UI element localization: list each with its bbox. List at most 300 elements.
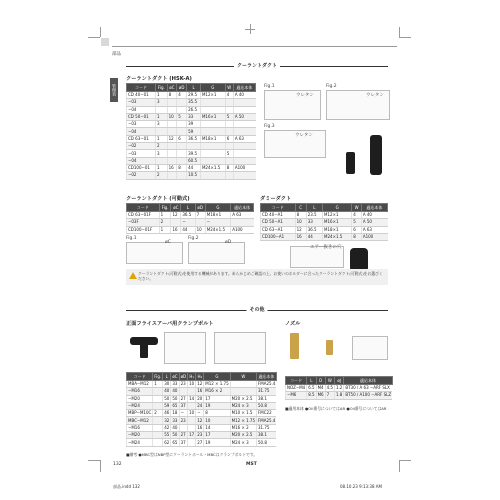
fig-label: Fig.2 xyxy=(188,236,199,241)
table-cell: CD 50−A1 xyxy=(261,219,296,226)
table-cell xyxy=(156,128,168,135)
table-cell: 50.8 xyxy=(256,402,276,409)
table-cell: 5 xyxy=(177,113,187,120)
table-cell: M10 × 1.5 xyxy=(230,410,256,417)
table-cell: 30 xyxy=(164,381,170,387)
table-cell: − xyxy=(205,219,230,226)
table-cell xyxy=(156,157,168,164)
table-cell xyxy=(225,106,233,113)
table-cell: −04 xyxy=(127,128,156,135)
table-cell xyxy=(167,172,177,179)
table-cell: 1 xyxy=(156,92,168,99)
table-cell: FMA25.4 xyxy=(257,381,276,387)
table-cell: 6 xyxy=(177,135,187,142)
figure-diagram-nozzle xyxy=(352,336,388,360)
column-header: L xyxy=(187,84,201,92)
table-row xyxy=(286,385,393,392)
table-cell: M24×1.5 xyxy=(323,233,352,240)
column-header: G xyxy=(323,204,352,212)
column-header: 適応本体 xyxy=(361,204,387,212)
table-cell: −03 xyxy=(127,99,156,106)
column-header: 適応本体 xyxy=(344,377,392,385)
table-cell xyxy=(200,121,225,128)
table-row xyxy=(127,99,256,106)
column-header: コード xyxy=(286,377,307,385)
footer-file-info: 部品.indd 132 xyxy=(113,484,140,489)
table-row xyxy=(127,410,277,417)
table-cell: 55 xyxy=(164,432,170,438)
table-cell: 12 xyxy=(171,212,181,219)
table-cell: −M24 xyxy=(127,402,153,409)
table-cell: 27 xyxy=(197,439,203,445)
table-cell: 27 xyxy=(180,432,186,438)
table-cell: M16×1 xyxy=(323,219,352,226)
table-cell xyxy=(177,99,187,106)
table-cell: 50 xyxy=(172,432,178,438)
nozzle-note: ■適用本体 ●Oil番号についてはAR ●Oil番号についてはAR xyxy=(285,406,387,411)
table-cell xyxy=(171,219,181,226)
table-cell xyxy=(153,388,163,395)
table-cell: 5 xyxy=(225,113,233,120)
table-cell: 20 xyxy=(197,395,203,401)
table-cell xyxy=(200,99,225,106)
column-header: Fig. xyxy=(159,204,171,212)
table-cell: 50 xyxy=(172,395,178,401)
table-cell: 24 xyxy=(197,403,203,409)
table-cell: M16×1 xyxy=(200,113,225,120)
table-cell: 50 xyxy=(164,395,170,401)
table-cell: 10 xyxy=(189,381,195,387)
table-cell xyxy=(195,219,205,226)
table1-title: クーラントダクト (HSK-A) xyxy=(126,76,192,82)
table-cell: − xyxy=(196,410,204,417)
column-header: W xyxy=(230,373,256,381)
table-cell: 4 xyxy=(225,92,233,99)
table-cell: 12 xyxy=(167,135,177,142)
table-cell: 1 xyxy=(156,113,168,120)
table-cell xyxy=(233,128,255,135)
table-cell: 2 xyxy=(156,143,168,150)
table-cell xyxy=(179,424,188,431)
table-cell xyxy=(200,128,225,135)
table-cell: 23 xyxy=(197,432,203,438)
table-cell: MBC−M12 xyxy=(127,417,153,424)
table-cell: CD 40−A1 xyxy=(261,212,296,219)
column-header: コード xyxy=(127,373,153,381)
table-row xyxy=(127,226,254,233)
table-cell: 8 xyxy=(177,164,187,171)
crop-mark xyxy=(88,37,100,38)
table-cell: 44 xyxy=(306,233,322,240)
table-row xyxy=(261,233,388,240)
table-cell: 18 xyxy=(172,410,178,416)
table-cell: 31.75 xyxy=(256,424,276,431)
table-cell xyxy=(225,99,233,106)
table-cell: A 63 xyxy=(233,135,255,142)
table-cell: 8 xyxy=(352,233,362,240)
table-nozzle xyxy=(285,376,393,400)
table-cell: 23 xyxy=(180,381,186,387)
table-cell xyxy=(167,150,177,157)
table-coolant-duct-movable xyxy=(126,203,254,234)
table-cell xyxy=(153,395,163,402)
table-cell: 7 xyxy=(195,212,205,219)
table-cell: BT30 / A 63 −ARF SLX xyxy=(344,385,392,392)
table-cell xyxy=(188,388,196,395)
table-cell: 17 xyxy=(204,432,230,439)
table-cell xyxy=(225,143,233,150)
table-cell: 12 xyxy=(197,381,203,387)
column-header: øC xyxy=(167,84,177,92)
table-cell: 1 xyxy=(156,135,168,142)
table-cell: 7 xyxy=(325,392,334,399)
column-header: øD xyxy=(180,374,187,379)
column-header: C xyxy=(295,204,306,212)
table-header-row xyxy=(127,84,256,92)
table-row xyxy=(127,219,254,226)
table-cell: 36.5 xyxy=(187,135,201,142)
table-row xyxy=(127,424,277,431)
column-header: L xyxy=(306,204,322,212)
table-cell: 6.5 xyxy=(308,385,315,391)
table-cell: M24×1.5 xyxy=(200,164,225,171)
table-cell: 16 xyxy=(171,226,181,233)
brand-logo: MST xyxy=(246,462,257,467)
table-cell: 10 xyxy=(195,226,205,233)
table-clamp-bolt xyxy=(126,372,277,447)
table-row xyxy=(127,157,256,164)
table-cell: 60.5 xyxy=(187,157,201,164)
table-row xyxy=(127,164,256,171)
table-cell: −03 xyxy=(127,121,156,128)
table-row xyxy=(127,212,254,219)
section-bar-title: クーラントダクト xyxy=(234,62,280,70)
registration-mark xyxy=(245,29,255,30)
table-row xyxy=(127,121,256,128)
column-header: L xyxy=(307,377,316,385)
table-cell: M16 × 2 xyxy=(230,424,256,431)
table-cell: 10 xyxy=(295,219,306,226)
table-cell: −03F xyxy=(127,219,160,226)
table-cell: 10 xyxy=(204,417,230,424)
column-header: G xyxy=(204,373,230,381)
footer-timestamp: 08.10.23 9:13:38 AM xyxy=(340,484,382,489)
column-header: 適応本体 xyxy=(231,204,254,212)
table-row xyxy=(127,143,256,150)
table-row xyxy=(127,106,256,113)
table-cell: 38.1 xyxy=(256,432,276,439)
figure-diagram-bolt-fig1 xyxy=(164,332,206,364)
table-row xyxy=(127,150,256,157)
column-header: øD xyxy=(177,84,187,92)
table-cell: 23 xyxy=(180,417,186,423)
table-row xyxy=(286,392,393,399)
warning-text: クーラントダクト(可動式)を使用する機械があります。あらかじめご確認の上、お使いのホルダーに合ったクーラントダクト(可動式)をお選びください。 xyxy=(138,271,383,281)
table-cell: 2 xyxy=(153,410,163,417)
crop-mark xyxy=(399,37,411,38)
table-cell: 36.5 xyxy=(181,212,195,219)
column-header: Fig. xyxy=(154,374,162,379)
table-cell xyxy=(233,150,255,157)
table-cell: A100 xyxy=(231,226,254,233)
table-cell: 23.5 xyxy=(306,212,322,219)
section-bar-coolant xyxy=(126,62,388,70)
table5-title: ノズル xyxy=(285,321,301,327)
column-header: øC xyxy=(171,204,181,212)
table-cell xyxy=(233,121,255,128)
table-cell: M24 × 3 xyxy=(230,402,256,409)
table-cell xyxy=(167,99,177,106)
column-header: コード xyxy=(127,84,156,92)
column-header: øJ xyxy=(334,377,343,385)
table-cell: 27 xyxy=(180,395,186,401)
column-header: W xyxy=(352,204,362,212)
photo-coolant-duct xyxy=(370,135,382,175)
table-cell: 8 xyxy=(295,212,306,219)
table-row xyxy=(127,417,277,424)
table-row xyxy=(127,92,256,99)
table-cell: M12 × 1.75 xyxy=(205,381,229,387)
table-cell xyxy=(200,150,225,157)
table-cell: CD100−01F xyxy=(127,226,160,233)
table-cell xyxy=(225,157,233,164)
table-cell: 1.8 xyxy=(335,392,343,398)
table-cell: M18×1 xyxy=(205,212,230,219)
table-cell: 16 xyxy=(167,164,177,171)
table-cell: −M16 xyxy=(127,424,153,431)
table-cell: 8.5 xyxy=(308,392,315,398)
section-side-tab: 管理表 xyxy=(110,78,118,102)
table-cell xyxy=(188,417,196,424)
dim-label: øC xyxy=(165,240,171,245)
table-row xyxy=(127,395,277,402)
table-cell: M12×1 xyxy=(200,92,225,99)
table-cell: −M24 xyxy=(127,439,153,446)
table-row xyxy=(127,439,277,446)
table-cell xyxy=(167,106,177,113)
table-cell: 5 xyxy=(352,219,362,226)
chapter-tag xyxy=(101,38,109,46)
table-row xyxy=(127,402,277,409)
table-cell: 17 xyxy=(189,432,195,438)
photo-clamp-bolt-shaft xyxy=(140,344,148,358)
table-cell xyxy=(200,106,225,113)
column-header: 適応本体 xyxy=(233,84,255,92)
table-cell xyxy=(179,388,188,395)
table-cell: 65 xyxy=(172,439,178,445)
table-cell: CD 63−01 xyxy=(127,135,156,142)
table-cell: 1 xyxy=(159,212,171,219)
table-cell: 8 xyxy=(204,410,230,417)
chapter-title: 部品 xyxy=(112,52,121,57)
fig-label: Fig.2 xyxy=(326,84,337,89)
table-cell: 19 xyxy=(204,402,230,409)
table-cell: − xyxy=(179,410,188,417)
table-cell xyxy=(177,143,187,150)
table-cell: 14 xyxy=(204,424,230,431)
table-cell: M18×1 xyxy=(200,135,225,142)
table-cell: NOZ−M4 xyxy=(287,385,306,391)
table-cell: 37 xyxy=(180,403,186,409)
fig-label: Fig.1 xyxy=(126,236,137,241)
table-cell: A100 xyxy=(233,164,255,171)
table-cell: 14 xyxy=(189,395,195,401)
table-cell: MBA−M12 xyxy=(127,381,153,388)
table-cell xyxy=(177,157,187,164)
column-header: L xyxy=(163,373,171,381)
column-header: D xyxy=(316,377,325,385)
table-header-row xyxy=(261,204,388,212)
table-cell xyxy=(167,157,177,164)
section-bar-other xyxy=(126,306,388,314)
photo-coolant-duct-small xyxy=(346,152,355,174)
figure-diagram-movable-fig2 xyxy=(188,242,245,264)
column-header: H₁ xyxy=(189,374,194,379)
table-cell: FMC22 xyxy=(256,410,276,417)
table-cell: 59 xyxy=(164,403,170,409)
column-header: L xyxy=(181,204,195,212)
table-cell: 33 xyxy=(187,113,201,120)
table-cell xyxy=(153,402,163,409)
table-cell: 8 xyxy=(225,164,233,171)
table-cell: M4 xyxy=(317,385,324,391)
table-cell: A 63 xyxy=(361,226,387,233)
figure-diagram-bolt-fig2 xyxy=(214,332,266,364)
table-cell: 6 xyxy=(225,135,233,142)
column-header: G xyxy=(200,84,225,92)
table-cell xyxy=(177,172,187,179)
table-cell: 3 xyxy=(156,121,168,128)
table-cell: 10.5 xyxy=(187,172,201,179)
table-cell: 1 xyxy=(159,226,171,233)
table-row xyxy=(261,212,388,219)
column-header: W xyxy=(325,377,334,385)
table-cell: 44 xyxy=(187,164,201,171)
table-cell: 35.5 xyxy=(187,99,201,106)
table-cell xyxy=(167,128,177,135)
photo-nozzle-small xyxy=(326,340,333,355)
table-cell: A100 xyxy=(361,233,387,240)
table-cell xyxy=(231,219,254,226)
table-cell: M20 × 2.5 xyxy=(230,432,256,439)
table-cell: CD 63−A1 xyxy=(261,226,296,233)
crop-mark xyxy=(88,460,100,461)
table-cell xyxy=(188,439,196,446)
table-cell: −M20 xyxy=(127,395,153,402)
table-row xyxy=(127,388,277,395)
table-cell xyxy=(225,128,233,135)
table-cell xyxy=(233,99,255,106)
table-cell: 12 xyxy=(197,417,203,423)
column-header: øD xyxy=(195,204,205,212)
table2-title: クーラントダクト (可動式) xyxy=(126,196,190,202)
table-cell: 37 xyxy=(180,439,186,445)
table-cell xyxy=(153,417,163,424)
table-cell: CD 63−01F xyxy=(127,212,160,219)
table-cell: 65 xyxy=(172,403,178,409)
table-cell: M24×1.5 xyxy=(205,226,230,233)
table-cell: 16 xyxy=(295,233,306,240)
table-cell: 50.8 xyxy=(256,439,276,446)
column-header: W xyxy=(225,84,233,92)
table-cell: CD100−01 xyxy=(127,164,156,171)
dim-label: ウレタン xyxy=(295,133,313,138)
crop-mark xyxy=(100,460,101,472)
table-cell xyxy=(200,157,225,164)
table-cell: −04 xyxy=(127,157,156,164)
table-cell: 46 xyxy=(164,410,170,416)
table-cell: 12 xyxy=(295,226,306,233)
table-header-row xyxy=(127,204,254,212)
table-cell: A 40 xyxy=(233,92,255,99)
table-cell: 40 xyxy=(172,424,178,430)
table-cell xyxy=(167,121,177,128)
chapter-header xyxy=(112,40,397,57)
table-cell xyxy=(225,172,233,179)
table-cell: M18×1 xyxy=(323,226,352,233)
table-cell: 10 xyxy=(167,113,177,120)
table-cell: CD 50−01 xyxy=(127,113,156,120)
table-cell xyxy=(177,106,187,113)
table-cell: A 63 xyxy=(231,212,254,219)
table-cell xyxy=(233,172,255,179)
column-header: G xyxy=(205,204,230,212)
fig-label: Fig.3 xyxy=(264,124,275,129)
table-row xyxy=(261,226,388,233)
table-cell: −02 xyxy=(127,172,156,179)
crop-mark xyxy=(399,460,411,461)
table-cell: 29.5 xyxy=(187,92,201,99)
table-header-row xyxy=(127,373,277,381)
photo-nozzle xyxy=(290,333,299,359)
fig-label: Fig.1 xyxy=(264,84,275,89)
table-cell: 39 xyxy=(187,121,201,128)
table-cell xyxy=(187,143,201,150)
dim-label: エアー抜きの穴 xyxy=(310,245,342,250)
section-bar-title: その他 xyxy=(246,306,267,314)
table-cell: −02 xyxy=(127,143,156,150)
table-cell: 8 xyxy=(167,92,177,99)
table-coolant-duct-hsk xyxy=(126,83,256,180)
table3-title: ダミーダクト xyxy=(260,196,292,202)
table-cell: 1.2 xyxy=(335,385,343,391)
dim-label: øD xyxy=(225,240,232,245)
table-cell: −M16 xyxy=(127,388,153,395)
table-cell xyxy=(200,172,225,179)
dim-label: ウレタン xyxy=(366,93,384,98)
table-cell: −03 xyxy=(127,150,156,157)
table-cell: M6 xyxy=(317,392,324,398)
table-cell: 31.75 xyxy=(256,388,276,395)
table-cell: 33 xyxy=(306,219,322,226)
table-cell: 17 xyxy=(204,395,230,402)
column-header: コード xyxy=(127,204,160,212)
table-cell xyxy=(177,121,187,128)
table-cell: 32 xyxy=(164,417,170,423)
table-cell xyxy=(233,143,255,150)
warning-icon xyxy=(129,272,137,279)
table-cell: 1 xyxy=(153,381,163,388)
table-cell: A 50 xyxy=(361,219,387,226)
table-cell: MBP−M10C xyxy=(128,410,152,416)
table-cell: 16 xyxy=(197,388,203,394)
table-cell: 4.5 xyxy=(326,385,333,391)
table-cell: CD100−A1 xyxy=(261,233,296,240)
table-dummy-duct xyxy=(260,203,388,241)
bottom-note: ■備考 ●MBC型はNBP型にクーラントホール・MBCはクランプボルトです。 xyxy=(126,452,258,457)
column-header: Fig. xyxy=(156,84,168,92)
table-cell xyxy=(177,150,187,157)
